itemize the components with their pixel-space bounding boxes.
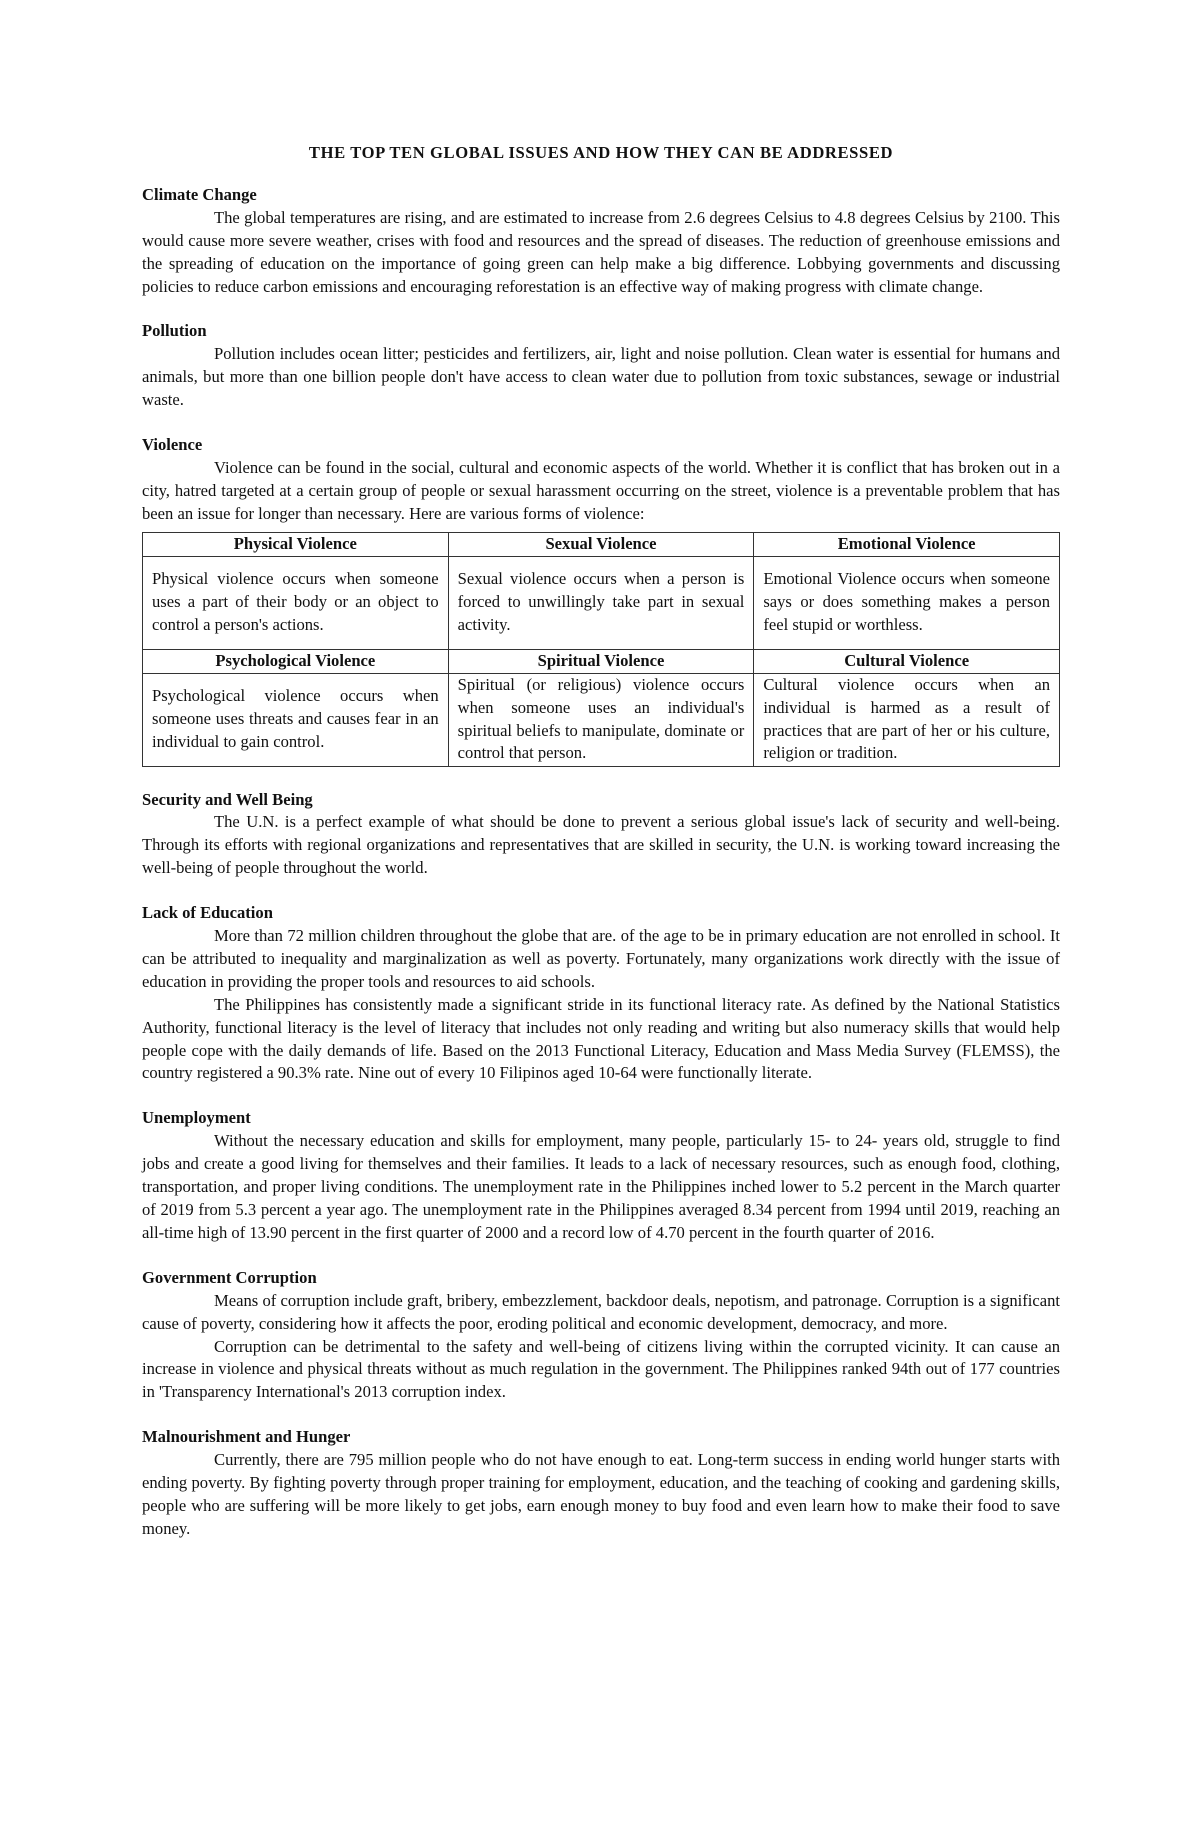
section-climate-change <box>142 184 1060 299</box>
table-cell: Physical violence occurs when someone uses a part of their body or an object to control a person's actions. <box>143 556 449 649</box>
section-paragraph: Without the necessary education and skills for employment, many people, particularly 15- to 24- years old, struggle to find jobs and create a good living for themselves and their families. It leads to a lack of necessary resources, such as enough food, clothing, transportation, and proper living conditions. The unemployment rate in the Philippines inched lower to 5.2 percent in the March quarter of 2019 from 5.3 percent a year ago. The unemployment rate in the Philippines averaged 8.34 percent from 1994 until 2019, reaching an all-time high of 13.90 percent in the first quarter of 2000 and a record low of 4.70 percent in the fourth quarter of 2016. <box>142 1131 1060 1242</box>
section-paragraph: The global temperatures are rising, and are estimated to increase from 2.6 degrees Celsius to 4.8 degrees Celsius by 2100. This would cause more severe weather, crises with food and resources and the spread of diseases. The reduction of greenhouse emissions and the spreading of education on the importance of going green can help make a big difference. Lobbying governments and discussing policies to reduce carbon emissions and encouraging reforestation is an effective way of making progress with climate change. <box>142 207 1060 296</box>
section-paragraph: Corruption can be detrimental to the safety and well-being of citizens living within the corrupted vicinity. It can cause an increase in violence and physical threats without as much regulation in the government. The Philippines ranked 94th out of 177 countries in 'Transparency International's 2013 corruption index. <box>142 1336 1060 1402</box>
section-paragraph: More than 72 million children throughout the globe that are. of the age to be in primary education are not enrolled in school. It can be attributed to inequality and marginalization as well as poverty. Fortunately, many organizations work directly with the issue of education in providing the proper tools and resources to aid schools. <box>142 926 1060 991</box>
document-page <box>142 142 1060 1563</box>
table-header-cell: Psychological Violence <box>143 649 449 673</box>
table-header-cell: Physical Violence <box>143 532 449 556</box>
table-header-row <box>143 649 1060 673</box>
table-header-cell: Emotional Violence <box>754 532 1060 556</box>
table-cell: Cultural violence occurs when an individual is harmed as a result of practices that are part of her or his culture, religion or tradition. <box>754 673 1060 766</box>
section-paragraph: Violence can be found in the social, cultural and economic aspects of the world. Whether it is conflict that has broken out in a city, hatred targeted at a certain group of people or sexual harassment occurring on the street, violence is a preventable problem that has been an issue for longer than necessary. Here are various forms of violence: <box>142 457 1060 523</box>
section-lack-of-education <box>142 902 1060 1085</box>
section-heading: Unemployment <box>142 1108 251 1128</box>
section-heading: Violence <box>142 435 203 455</box>
section-heading: Climate Change <box>142 184 257 204</box>
section-malnourishment-hunger <box>142 1426 1060 1541</box>
section-paragraph: The Philippines has consistently made a significant stride in its functional literacy rate. As defined by the National Statistics Authority, functional literacy is the level of literacy that includes not only reading and writing but also numeracy skills that would help people cope with the daily demands of life. Based on the 2013 Functional Literacy, Education and Mass Media Survey (FLEMSS), the country registered a 90.3% rate. Nine out of every 10 Filipinos aged 10-64 were functionally literate. <box>142 994 1060 1083</box>
table-row <box>143 556 1060 649</box>
section-paragraph: Pollution includes ocean litter; pesticides and fertilizers, air, light and noise pollution. Clean water is essential for humans and animals, but more than one billion people don't have access to clean water due to pollution from toxic substances, sewage or industrial waste. <box>142 344 1060 410</box>
section-heading: Malnourishment and Hunger <box>142 1427 351 1447</box>
section-heading: Government Corruption <box>142 1267 317 1287</box>
section-security-well-being <box>142 789 1060 881</box>
document-title: THE TOP TEN GLOBAL ISSUES AND HOW THEY CAN BE ADDRESSED <box>308 143 894 162</box>
table-header-cell: Cultural Violence <box>754 649 1060 673</box>
table-header-cell: Spiritual Violence <box>448 649 754 673</box>
section-heading: Lack of Education <box>142 903 273 923</box>
section-unemployment <box>142 1107 1060 1244</box>
violence-types-table <box>142 532 1060 767</box>
section-heading: Pollution <box>142 321 207 341</box>
table-header-row <box>143 532 1060 556</box>
section-pollution <box>142 320 1060 412</box>
section-paragraph: The U.N. is a perfect example of what should be done to prevent a serious global issue's lack of security and well-being. Through its efforts with regional organizations and representatives that are skilled in security, the U.N. is working toward increasing the well-being of people throughout the world. <box>142 812 1060 878</box>
table-cell: Sexual violence occurs when a person is forced to unwillingly take part in sexual activity. <box>448 556 754 649</box>
section-government-corruption <box>142 1267 1060 1404</box>
section-paragraph: Means of corruption include graft, bribery, embezzlement, backdoor deals, nepotism, and patronage. Corruption is a significant cause of poverty, considering how it affects the poor, eroding political and economic development, democracy, and more. <box>142 1290 1060 1333</box>
table-row <box>143 673 1060 766</box>
table-cell: Psychological violence occurs when someone uses threats and causes fear in an individual to gain control. <box>143 673 449 766</box>
section-violence <box>142 434 1060 526</box>
section-heading: Security and Well Being <box>142 789 313 809</box>
table-header-cell: Sexual Violence <box>448 532 754 556</box>
table-cell: Spiritual (or religious) violence occurs when someone uses an individual's spiritual beliefs to manipulate, dominate or control that person. <box>448 673 754 766</box>
section-paragraph: Currently, there are 795 million people who do not have enough to eat. Long-term success in ending world hunger starts with ending poverty. By fighting poverty through proper training for employment, education, and the teaching of cooking and gardening skills, people who are suffering will be more likely to get jobs, earn enough money to buy food and even learn how to make their food to save money. <box>142 1450 1060 1538</box>
table-cell: Emotional Violence occurs when someone says or does something makes a person feel stupid or worthless. <box>754 556 1060 649</box>
